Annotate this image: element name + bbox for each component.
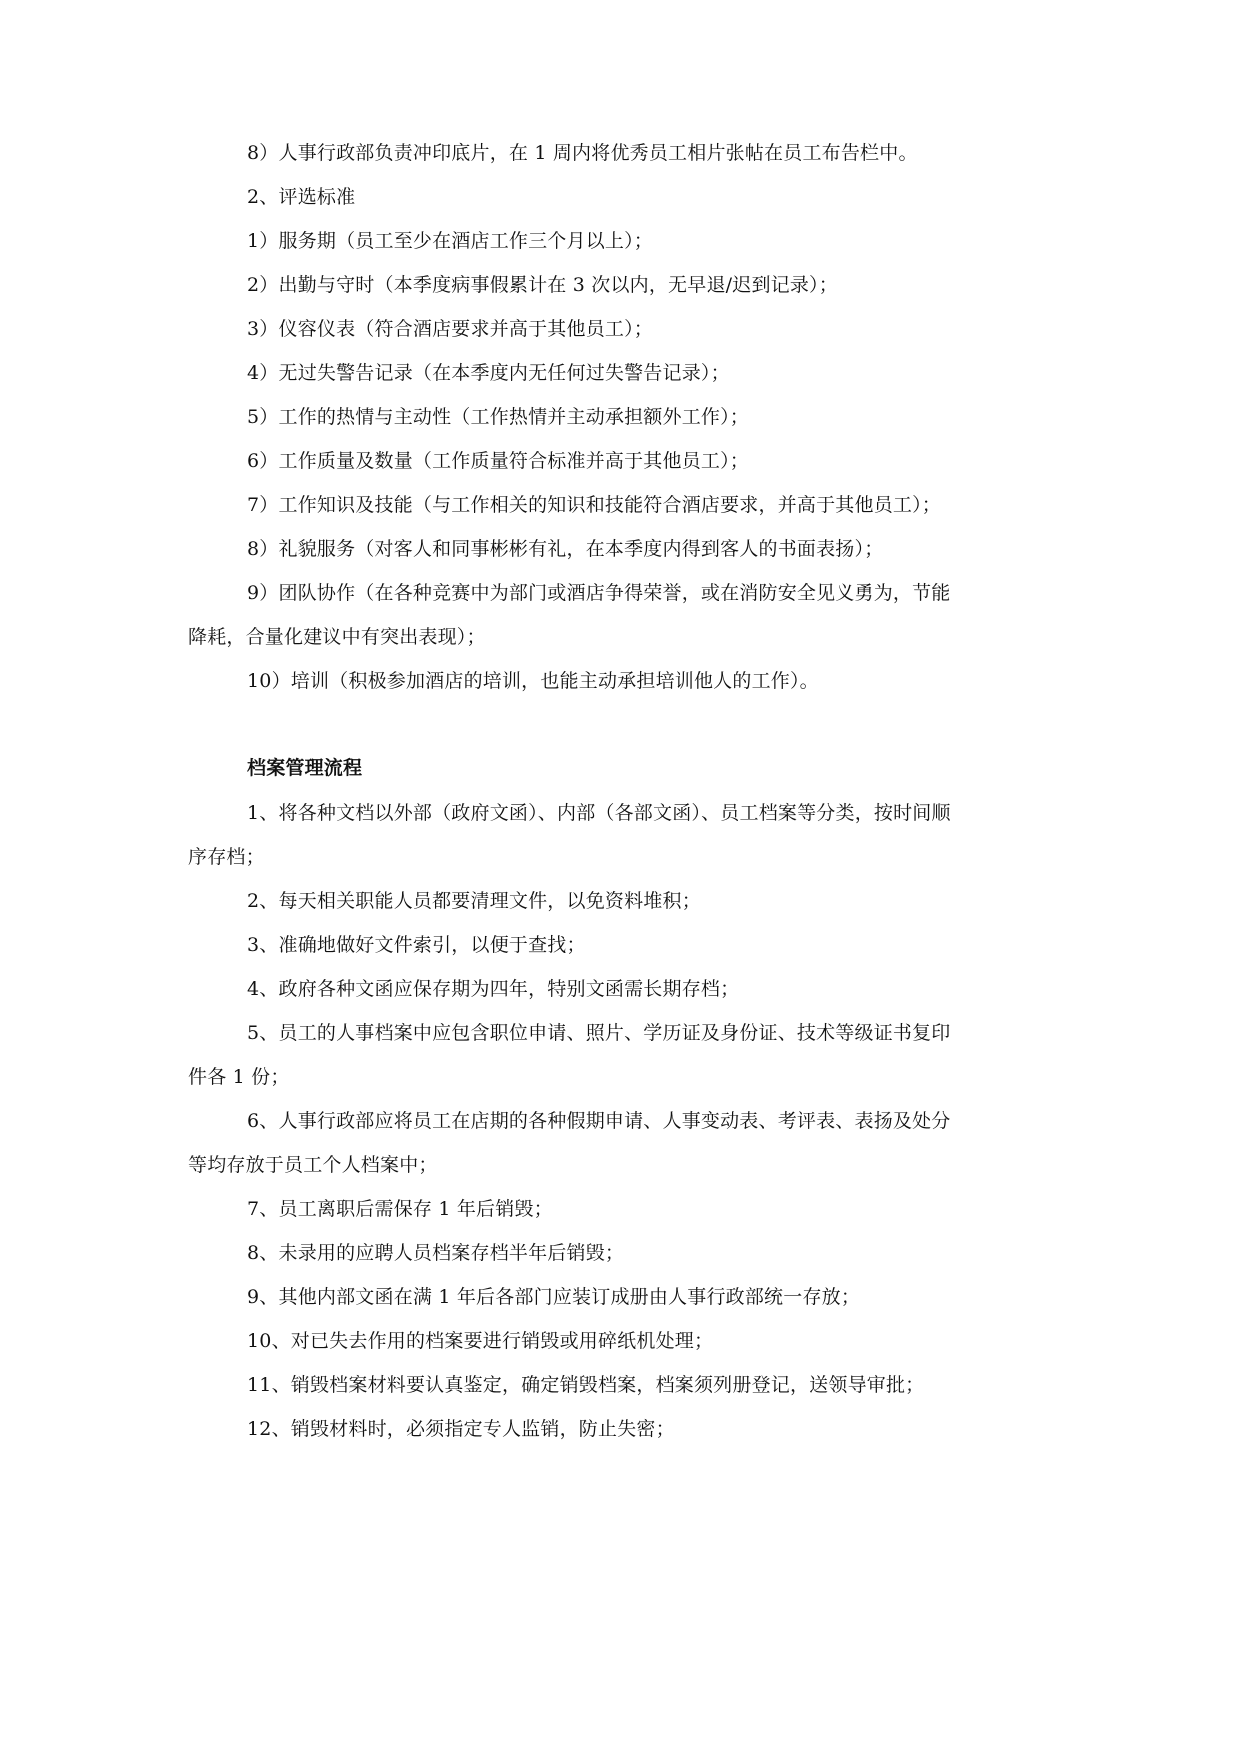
subsection-title: 2、评选标准 xyxy=(247,186,356,208)
criteria-item: 4）无过失警告记录（在本季度内无任何过失警告记录）； xyxy=(247,362,730,384)
process-item: 4、政府各种文函应保存期为四年，特别文函需长期存档； xyxy=(247,978,740,1000)
process-item-continued: 等均存放于员工个人档案中； xyxy=(188,1154,438,1176)
process-item: 7、员工离职后需保存 1 年后销毁； xyxy=(247,1198,553,1220)
criteria-item: 5）工作的热情与主动性（工作热情并主动承担额外工作）； xyxy=(247,406,749,428)
process-item: 3、准确地做好文件索引，以便于查找； xyxy=(247,934,586,956)
process-item: 9、其他内部文函在满 1 年后各部门应装订成册由人事行政部统一存放； xyxy=(247,1286,861,1308)
section-heading: 档案管理流程 xyxy=(247,757,363,779)
process-item: 5、员工的人事档案中应包含职位申请、照片、学历证及身份证、技术等级证书复印 xyxy=(247,1022,951,1044)
process-item: 12、销毁材料时，必须指定专人监销，防止失密； xyxy=(247,1418,675,1440)
criteria-item: 6）工作质量及数量（工作质量符合标准并高于其他员工）； xyxy=(247,450,749,472)
criteria-item: 2）出勤与守时（本季度病事假累计在 3 次以内，无早退/迟到记录）； xyxy=(247,274,838,296)
process-item-continued: 序存档； xyxy=(188,846,265,868)
process-item-continued: 件各 1 份； xyxy=(188,1066,290,1088)
criteria-item: 7）工作知识及技能（与工作相关的知识和技能符合酒店要求，并高于其他员工）； xyxy=(247,494,941,516)
process-item: 2、每天相关职能人员都要清理文件，以免资料堆积； xyxy=(247,890,701,912)
process-item: 11、销毁档案材料要认真鉴定，确定销毁档案，档案须列册登记，送领导审批； xyxy=(247,1374,925,1396)
process-item: 8、未录用的应聘人员档案存档半年后销毁； xyxy=(247,1242,625,1264)
process-item: 6、人事行政部应将员工在店期的各种假期申请、人事变动表、考评表、表扬及处分 xyxy=(247,1110,951,1132)
process-item: 1、将各种文档以外部（政府文函）、内部（各部文函）、员工档案等分类，按时间顺 xyxy=(247,802,951,824)
process-item: 10、对已失去作用的档案要进行销毁或用碎纸机处理； xyxy=(247,1330,714,1352)
criteria-item: 10）培训（积极参加酒店的培训，也能主动承担培训他人的工作）。 xyxy=(247,670,819,692)
paragraph-line: 8）人事行政部负责冲印底片，在 1 周内将优秀员工相片张帖在员工布告栏中。 xyxy=(247,142,918,164)
criteria-item: 1）服务期（员工至少在酒店工作三个月以上）； xyxy=(247,230,653,252)
criteria-item: 9）团队协作（在各种竞赛中为部门或酒店争得荣誉，或在消防安全见义勇为，节能 xyxy=(247,582,951,604)
criteria-item: 8）礼貌服务（对客人和同事彬彬有礼，在本季度内得到客人的书面表扬）； xyxy=(247,538,884,560)
criteria-item-continued: 降耗，合量化建议中有突出表现）； xyxy=(188,626,486,648)
criteria-item: 3）仪容仪表（符合酒店要求并高于其他员工）； xyxy=(247,318,653,340)
